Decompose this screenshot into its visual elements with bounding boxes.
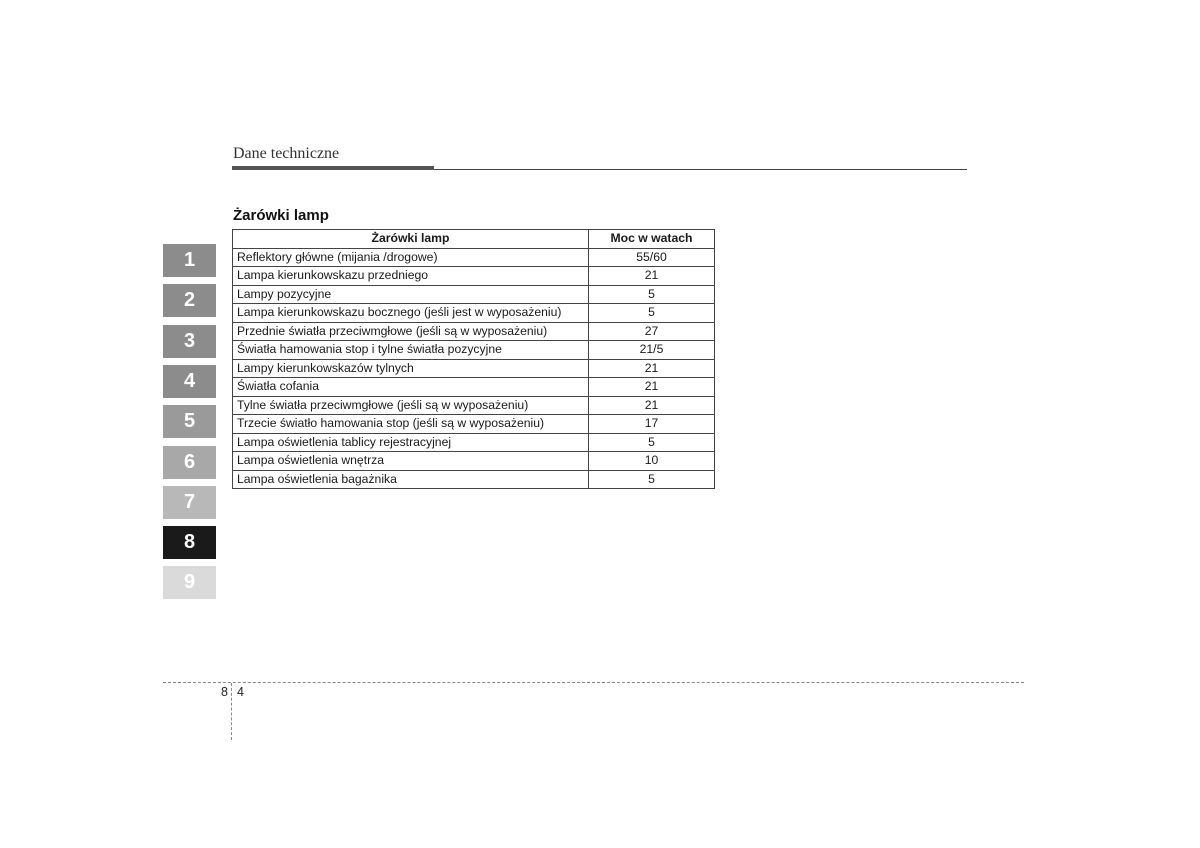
bulb-power-cell: 21	[589, 267, 715, 286]
table-row	[233, 415, 715, 434]
table-row	[233, 396, 715, 415]
footer-vertical-divider	[231, 683, 232, 740]
footer-divider	[163, 682, 1024, 683]
table-row	[233, 359, 715, 378]
bulb-name-cell: Trzecie światło hamowania stop (jeśli są w wyposażeniu)	[233, 415, 589, 434]
table-row	[233, 378, 715, 397]
bulb-power-cell: 21	[589, 396, 715, 415]
bulb-power-cell: 27	[589, 322, 715, 341]
table-row	[233, 285, 715, 304]
page-chapter-number: 8	[221, 685, 228, 699]
bulb-power-cell: 21	[589, 378, 715, 397]
bulb-power-cell: 10	[589, 452, 715, 471]
bulb-name-cell: Lampa oświetlenia bagażnika	[233, 470, 589, 489]
bulb-name-cell: Reflektory główne (mijania /drogowe)	[233, 248, 589, 267]
bulb-name-cell: Lampa kierunkowskazu bocznego (jeśli jest w wyposażeniu)	[233, 304, 589, 323]
chapter-tab-4[interactable]: 4	[163, 365, 216, 398]
bulb-power-cell: 5	[589, 470, 715, 489]
table-header-row	[233, 230, 715, 249]
bulb-power-cell: 5	[589, 433, 715, 452]
table-row	[233, 341, 715, 360]
chapter-tab-2[interactable]: 2	[163, 284, 216, 317]
table-row	[233, 433, 715, 452]
bulb-name-cell: Lampa oświetlenia tablicy rejestracyjnej	[233, 433, 589, 452]
table-row	[233, 267, 715, 286]
table-body	[233, 248, 715, 489]
header-title: Dane techniczne	[233, 145, 340, 162]
bulb-name-cell: Lampy kierunkowskazów tylnych	[233, 359, 589, 378]
bulb-power-cell: 55/60	[589, 248, 715, 267]
bulb-name-cell: Światła hamowania stop i tylne światła pozycyjne	[233, 341, 589, 360]
bulb-name-cell: Lampy pozycyjne	[233, 285, 589, 304]
bulb-name-cell: Tylne światła przeciwmgłowe (jeśli są w wyposażeniu)	[233, 396, 589, 415]
bulb-power-cell: 21/5	[589, 341, 715, 360]
bulb-power-cell: 5	[589, 304, 715, 323]
bulb-name-cell: Światła cofania	[233, 378, 589, 397]
column-header-power: Moc w watach	[589, 230, 715, 249]
table-row	[233, 452, 715, 471]
table-row	[233, 470, 715, 489]
chapter-tab-3[interactable]: 3	[163, 325, 216, 358]
table-row	[233, 304, 715, 323]
bulb-name-cell: Przednie światła przeciwmgłowe (jeśli są w wyposażeniu)	[233, 322, 589, 341]
table-row	[233, 248, 715, 267]
chapter-tab-7[interactable]: 7	[163, 486, 216, 519]
section-title: Żarówki lamp	[233, 207, 329, 224]
bulb-power-cell: 5	[589, 285, 715, 304]
page-number: 4	[237, 685, 244, 699]
table-row	[233, 322, 715, 341]
bulb-name-cell: Lampa kierunkowskazu przedniego	[233, 267, 589, 286]
column-header-bulb: Żarówki lamp	[233, 230, 589, 249]
chapter-tab-9[interactable]: 9	[163, 566, 216, 599]
bulb-table	[232, 229, 715, 489]
bulb-name-cell: Lampa oświetlenia wnętrza	[233, 452, 589, 471]
chapter-tab-6[interactable]: 6	[163, 446, 216, 479]
chapter-tab-5[interactable]: 5	[163, 405, 216, 438]
chapter-tab-8-active[interactable]: 8	[163, 526, 216, 559]
header-rule-thin	[434, 169, 967, 170]
bulb-power-cell: 21	[589, 359, 715, 378]
chapter-tab-1[interactable]: 1	[163, 244, 216, 277]
bulb-power-cell: 17	[589, 415, 715, 434]
header-rule-thick	[232, 166, 434, 170]
